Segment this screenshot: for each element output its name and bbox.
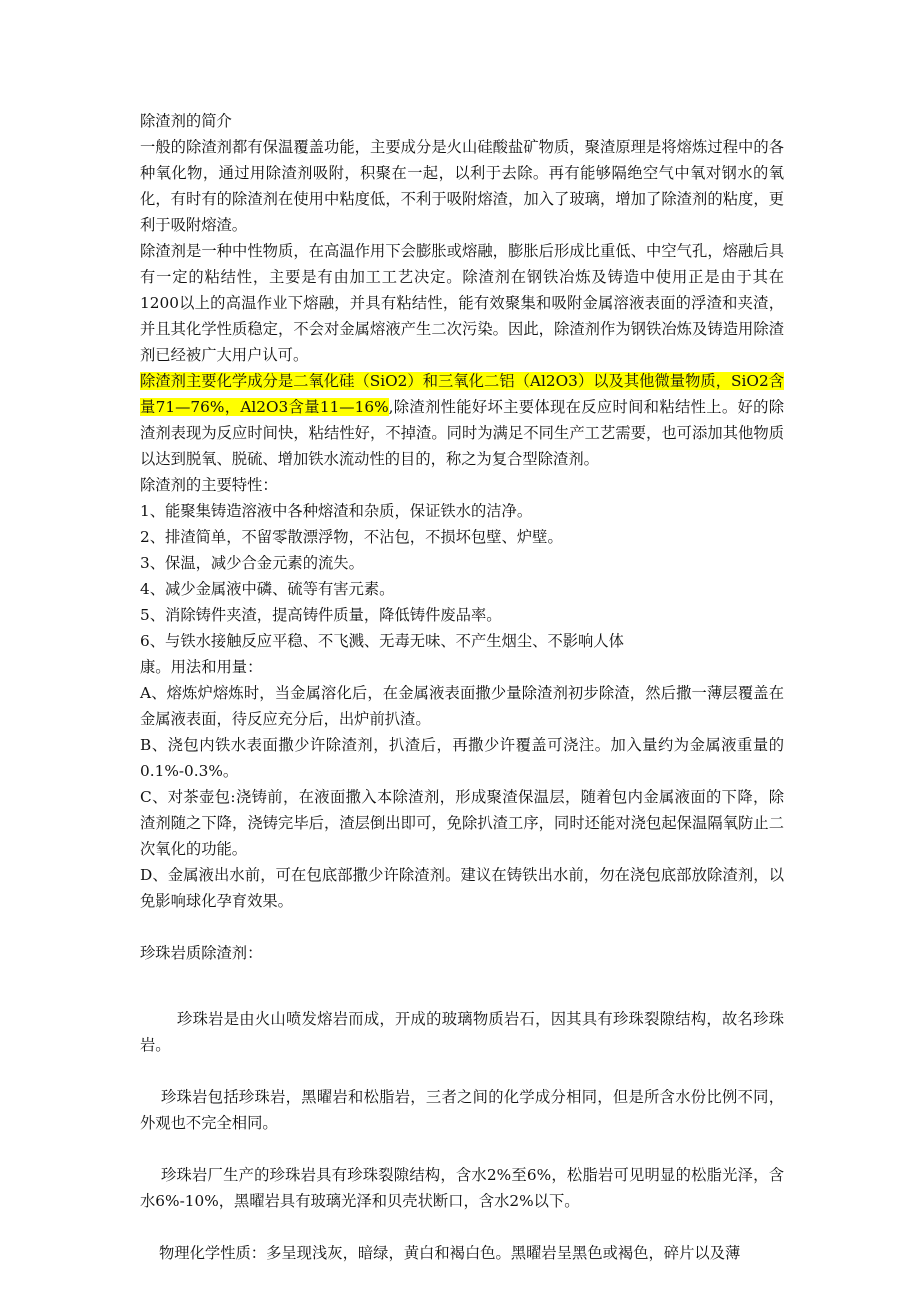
usage-item-b: B、浇包内铁水表面撒少许除渣剂，扒渣后，再撒少许覆盖可浇注。加入量约为金属液重量的0.1%-0.3%。 [140,736,784,780]
feature-item: 4、减少金属液中磷、硫等有害元素。 [140,580,395,598]
document-body [140,108,784,1266]
usage-item-a: A、熔炼炉熔炼时，当金属溶化后，在金属液表面撒少量除渣剂初步除渣，然后撒一薄层覆盖在金属液表面，待反应充分后，出炉前扒渣。 [140,684,784,728]
feature-item: 3、保温，减少合金元素的流失。 [140,554,364,572]
feature-item: 6、与铁水接触反应平稳、不飞溅、无毒无味、不产生烟尘、不影响人体 [140,632,624,650]
feature-item: 1、能聚集铸造溶液中各种熔渣和杂质，保证铁水的洁净。 [140,502,533,520]
features-title: 除渣剂的主要特性： [140,476,278,494]
perlite-title: 珍珠岩质除渣剂： [140,944,263,962]
perlite-paragraph-4: 物理化学性质：多呈现浅灰，暗绿，黄白和褐白色。黑曜岩呈黑色或褐色，碎片以及薄 [159,1244,741,1262]
perlite-paragraph-2: 珍珠岩包括珍珠岩，黑曜岩和松脂岩，三者之间的化学成分相同，但是所含水份比例不同，外观也不完全相同。 [140,1088,784,1132]
intro-title: 除渣剂的简介 [140,112,232,130]
perlite-paragraph-1: 珍珠岩是由火山喷发熔岩而成，开成的玻璃物质岩石，因其具有珍珠裂隙结构，故名珍珠岩。 [140,1010,784,1054]
composition-remainder: ,除渣剂性能好坏主要体现在反应时间和粘结性上。好的除渣剂表现为反应时间快，粘结性好，不掉渣。同时为满足不同生产工艺需要，也可添加其他物质以达到脱氧、脱硫、增加铁水流动性的目的，称之为复合型除渣剂。 [140,398,784,468]
usage-heading-line: 康。用法和用量： [140,658,263,676]
usage-item-d: D、金属液出水前，可在包底部撒少许除渣剂。建议在铸铁出水前，勿在浇包底部放除渣剂，以免影响球化孕育效果。 [140,866,784,910]
highlighted-composition: 除渣剂主要化学成分是二氧化硅（SiO2）和三氧化二铝（Al2O3）以及其他微量物质，SiO2含量71—76%，Al2O3含量11—16% [140,372,784,416]
intro-paragraph-3 [140,368,784,472]
perlite-paragraph-3: 珍珠岩厂生产的珍珠岩具有珍珠裂隙结构，含水2%至6%，松脂岩可见明显的松脂光泽，含水6%-10%，黑曜岩具有玻璃光泽和贝壳状断口，含水2%以下。 [140,1166,784,1210]
intro-paragraph-1: 一般的除渣剂都有保温覆盖功能，主要成分是火山硅酸盐矿物质，聚渣原理是将熔炼过程中的各种氧化物，通过用除渣剂吸附，积聚在一起，以利于去除。再有能够隔绝空气中氧对钢水的氧化，有时有的除渣剂在使用中粘度低，不利于吸附熔渣，加入了玻璃，增加了除渣剂的粘度，更利于吸附熔渣。 [140,138,784,234]
intro-paragraph-2: 除渣剂是一种中性物质，在高温作用下会膨胀或熔融，膨胀后形成比重低、中空气孔，熔融后具有一定的粘结性，主要是有由加工工艺决定。除渣剂在钢铁冶炼及铸造中使用正是由于其在1200以上的高温作业下熔融，并具有粘结性，能有效聚集和吸附金属溶液表面的浮渣和夹渣，并且其化学性质稳定，不会对金属熔液产生二次污染。因此，除渣剂作为钢铁冶炼及铸造用除渣剂已经被广大用户认可。 [140,242,784,364]
usage-item-c: C、对茶壶包:浇铸前，在液面撒入本除渣剂，形成聚渣保温层，随着包内金属液面的下降，除渣剂随之下降，浇铸完毕后，渣层倒出即可，免除扒渣工序，同时还能对浇包起保温隔氧防止二次氧化的功能。 [140,788,784,858]
feature-item: 5、消除铸件夹渣，提高铸件质量，降低铸件废品率。 [140,606,502,624]
feature-item: 2、排渣简单，不留零散漂浮物，不沾包，不损坏包壁、炉壁。 [140,528,563,546]
